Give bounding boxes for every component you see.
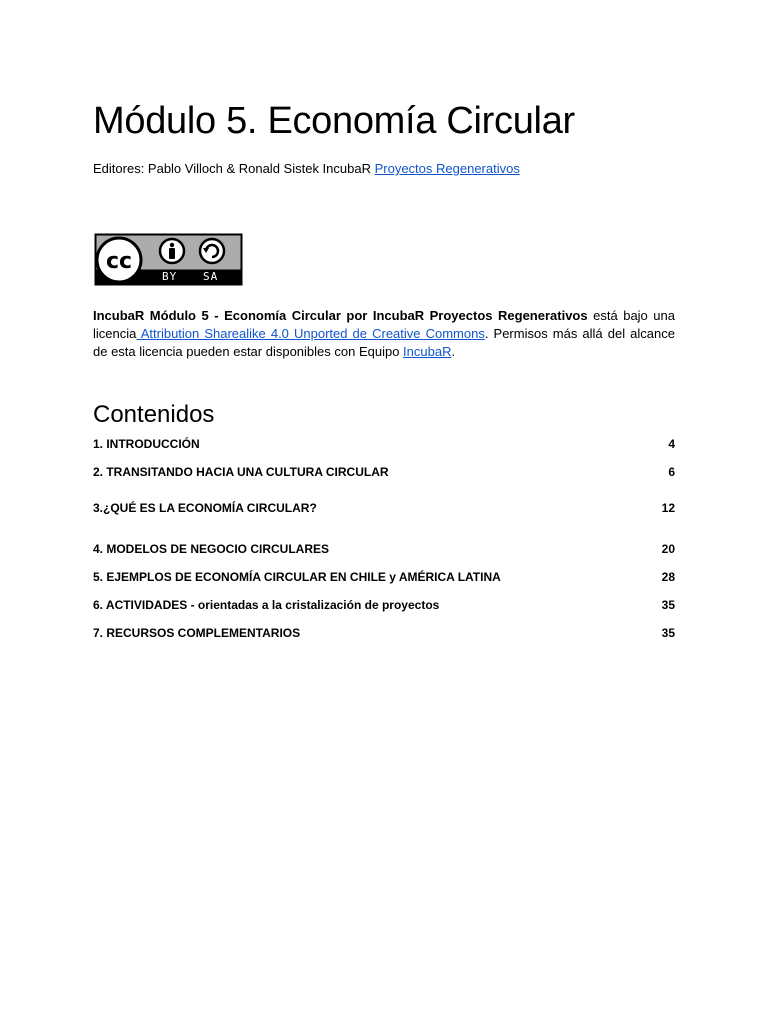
cc-by-label: BY (162, 270, 178, 283)
toc-entry-label: 7. RECURSOS COMPLEMENTARIOS (93, 626, 301, 640)
toc-entry[interactable] (93, 570, 675, 584)
contents-heading: Contenidos (93, 401, 215, 428)
license-work-title: IncubaR Módulo 5 - Economía Circular por IncubaR Proyectos Regenerativos (93, 308, 588, 323)
toc-entry[interactable] (93, 626, 675, 640)
license-text-3: . (451, 344, 456, 359)
svg-text:cc: cc (105, 249, 133, 274)
document-title: Módulo 5. Economía Circular (93, 100, 575, 142)
cc-sa-label: SA (203, 270, 219, 283)
editors-text: Editores: Pablo Villoch & Ronald Sistek IncubaR (93, 161, 375, 176)
toc-entry[interactable] (93, 501, 675, 515)
creative-commons-license-link[interactable]: Attribution Sharealike 4.0 Unported de Creative Commons (136, 326, 485, 341)
license-paragraph (93, 307, 675, 361)
toc-entry-page: 4 (668, 437, 675, 451)
toc-entry[interactable] (93, 437, 675, 451)
toc-entry-page: 35 (661, 598, 675, 612)
toc-entry-page: 35 (661, 626, 675, 640)
editors-line (93, 161, 520, 176)
toc-entry-label: 2. TRANSITANDO HACIA UNA CULTURA CIRCULAR (93, 465, 389, 479)
toc-entry-label: 6. ACTIVIDADES - orientadas a la cristalización de proyectos (93, 598, 440, 612)
toc-entry[interactable] (93, 542, 675, 556)
cc-by-sa-license-icon[interactable] (94, 233, 243, 286)
proyectos-regenerativos-link[interactable]: Proyectos Regenerativos (374, 161, 520, 176)
toc-entry-page: 12 (661, 501, 675, 515)
toc-entry-page: 6 (668, 465, 675, 479)
toc-entry-label: 3.¿QUÉ ES LA ECONOMÍA CIRCULAR? (93, 501, 317, 515)
license-text-2: . Permisos más allá del alcance de esta licencia pueden estar disponibles con Equipo (93, 326, 675, 359)
toc-entry-label: 5. EJEMPLOS DE ECONOMÍA CIRCULAR EN CHILE y AMÉRICA LATINA (93, 570, 501, 584)
toc-entry[interactable] (93, 598, 675, 612)
license-text-1: está bajo una licencia (93, 308, 675, 341)
toc-entry[interactable] (93, 465, 675, 479)
toc-entry-page: 20 (661, 542, 675, 556)
toc-entry-label: 4. MODELOS DE NEGOCIO CIRCULARES (93, 542, 330, 556)
toc-entry-page: 28 (661, 570, 675, 584)
toc-entry-label: 1. INTRODUCCIÓN (93, 437, 200, 451)
incubar-link[interactable]: IncubaR (403, 344, 452, 359)
